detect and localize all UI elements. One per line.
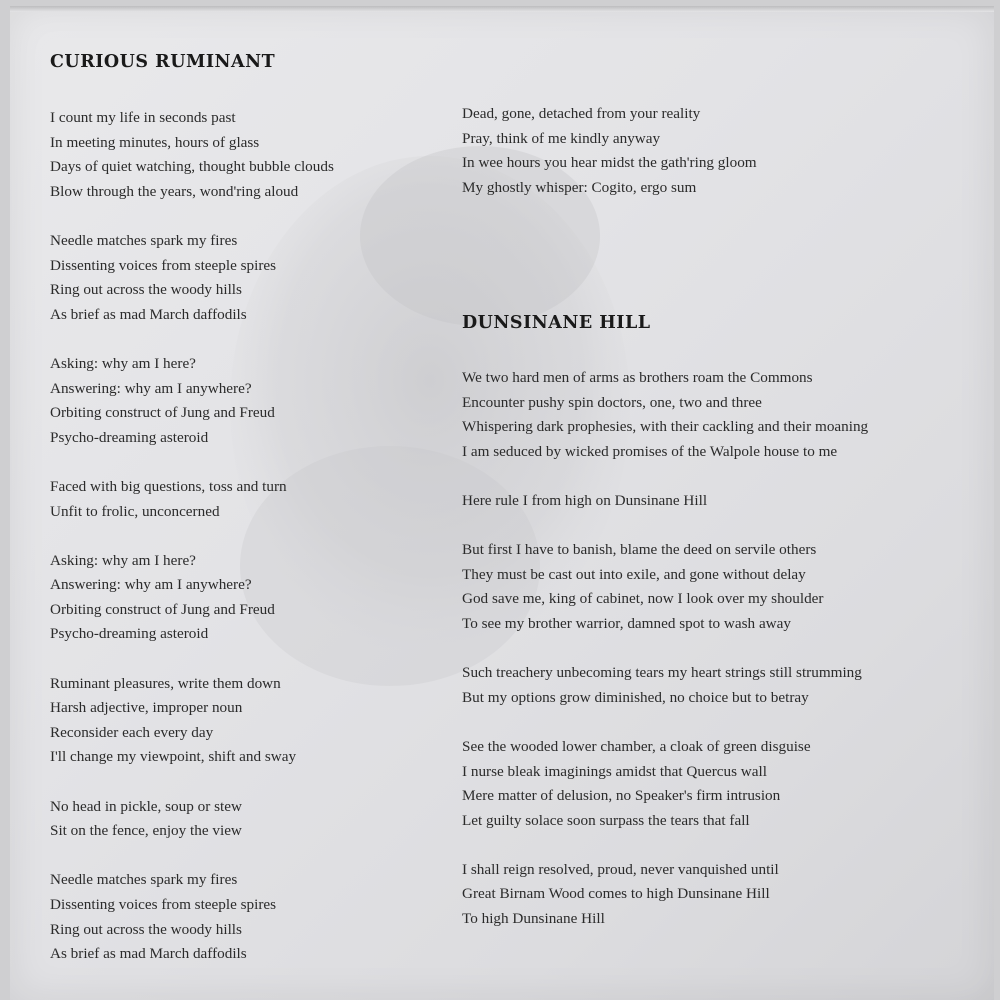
lyric-line: Orbiting construct of Jung and Freud (50, 600, 275, 618)
lyric-line: See the wooded lower chamber, a cloak of green disguise (462, 737, 811, 755)
lyric-line: Answering: why am I anywhere? (50, 379, 252, 397)
lyric-line: Unfit to frolic, unconcerned (50, 502, 220, 520)
lyric-line: To see my brother warrior, damned spot to wash away (462, 614, 791, 632)
stanza (462, 366, 982, 464)
stanza (50, 229, 450, 327)
lyric-line: Days of quiet watching, thought bubble clouds (50, 158, 334, 176)
lyric-line: Encounter pushy spin doctors, one, two and three (462, 393, 762, 411)
lyric-line: My ghostly whisper: Cogito, ergo sum (462, 178, 697, 196)
lyric-line: I'll change my viewpoint, shift and sway (50, 748, 297, 766)
lyric-line: Asking: why am I here? (50, 354, 196, 372)
lyric-line: In wee hours you hear midst the gath'ring gloom (462, 154, 757, 172)
lyric-line: I nurse bleak imaginings amidst that Quercus wall (462, 762, 767, 780)
lyric-line: Reconsider each every day (50, 723, 214, 741)
stanza (50, 475, 450, 524)
lyric-line: Whispering dark prophesies, with their cackling and their moaning (462, 418, 869, 436)
lyric-line: As brief as mad March daffodils (50, 945, 247, 963)
lyric-line: In meeting minutes, hours of glass (50, 133, 260, 151)
lyric-line: Ruminant pleasures, write them down (50, 674, 281, 692)
lyric-line: Needle matches spark my fires (50, 871, 238, 889)
lyric-line: No head in pickle, soup or stew (50, 797, 242, 815)
lyric-line: Psycho-dreaming asteroid (50, 428, 209, 446)
lyric-line: I shall reign resolved, proud, never vanquished until (462, 860, 779, 878)
lyric-line: We two hard men of arms as brothers roam the Commons (462, 369, 813, 386)
lyric-line: As brief as mad March daffodils (50, 305, 247, 323)
lyric-line: I am seduced by wicked promises of the Walpole house to me (462, 442, 838, 460)
stanza (462, 735, 982, 833)
song-curious-ruminant (50, 52, 450, 967)
song-curious-ruminant-continued (462, 102, 982, 200)
song-dunsinane-hill (462, 313, 982, 932)
song-title: DUNSINANE HILL (462, 313, 651, 333)
lyric-line: Pray, think of me kindly anyway (462, 129, 661, 147)
lyric-line: Ring out across the woody hills (50, 281, 242, 299)
lyric-line: Such treachery unbecoming tears my heart strings still strumming (462, 664, 862, 682)
lyric-line: Great Birnam Wood comes to high Dunsinane Hill (462, 885, 770, 903)
lyric-line: Psycho-dreaming asteroid (50, 625, 209, 643)
stanza (462, 538, 982, 636)
stanza (462, 858, 982, 932)
stanza (50, 549, 450, 647)
lyric-line: They must be cast out into exile, and gone without delay (462, 565, 806, 583)
lyric-line: But first I have to banish, blame the deed on servile others (462, 541, 817, 559)
lyric-line: Needle matches spark my fires (50, 231, 238, 249)
lyric-line: Dead, gone, detached from your reality (462, 105, 701, 122)
song-title: CURIOUS RUMINANT (50, 52, 276, 72)
lyric-line: Dissenting voices from steeple spires (50, 896, 277, 913)
stanza (50, 672, 450, 770)
lyric-line: Blow through the years, wond'ring aloud (50, 182, 299, 200)
stanza (50, 868, 450, 966)
lyric-line: Dissenting voices from steeple spires (50, 256, 277, 274)
lyric-line: God save me, king of cabinet, now I look over my shoulder (462, 590, 824, 608)
lyric-line: I count my life in seconds past (50, 109, 236, 126)
lyric-line: To high Dunsinane Hill (462, 910, 605, 928)
lyric-line: Harsh adjective, improper noun (50, 699, 243, 717)
lyric-line: Answering: why am I anywhere? (50, 576, 252, 594)
lyric-line: But my options grow diminished, no choice but to betray (462, 688, 809, 706)
lyric-line: Orbiting construct of Jung and Freud (50, 404, 275, 422)
lyric-line: Here rule I from high on Dunsinane Hill (462, 491, 708, 509)
lyrics-page (10, 6, 994, 1000)
lyric-line: Ring out across the woody hills (50, 920, 242, 938)
stanza (50, 352, 450, 450)
stanza (462, 489, 982, 514)
stanza (50, 795, 450, 844)
stanza (462, 661, 982, 710)
lyric-line: Mere matter of delusion, no Speaker's firm intrusion (462, 787, 781, 805)
lyric-line: Sit on the fence, enjoy the view (50, 822, 242, 840)
lyric-line: Let guilty solace soon surpass the tears that fall (462, 811, 750, 829)
stanza (462, 102, 982, 200)
lyric-line: Faced with big questions, toss and turn (50, 477, 287, 495)
lyric-line: Asking: why am I here? (50, 551, 196, 569)
stanza (50, 106, 450, 204)
